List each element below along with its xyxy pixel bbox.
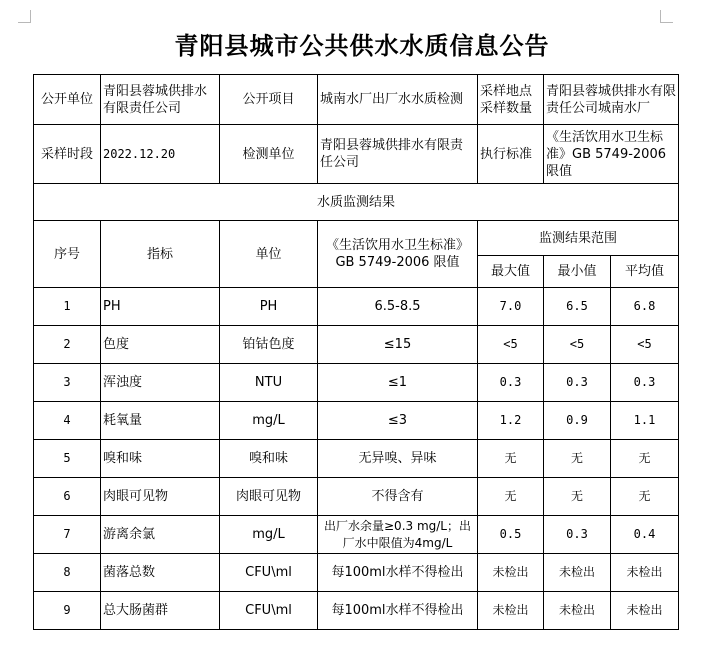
cell-unit: CFU\ml	[220, 592, 318, 630]
item-label: 公开项目	[220, 75, 318, 125]
cell-indicator: 色度	[101, 326, 220, 364]
header-no: 序号	[34, 221, 101, 288]
cell-limit: ≤15	[318, 326, 478, 364]
cell-indicator: PH	[101, 288, 220, 326]
cell-indicator: 肉眼可见物	[101, 478, 220, 516]
cell-unit: 嗅和味	[220, 440, 318, 478]
publisher-value: 青阳县蓉城供排水有限责任公司	[101, 75, 220, 125]
lab-label: 检测单位	[220, 125, 318, 184]
cell-indicator: 游离余氯	[101, 516, 220, 554]
header-max: 最大值	[478, 256, 544, 288]
header-indicator: 指标	[101, 221, 220, 288]
cell-unit: CFU\ml	[220, 554, 318, 592]
cell-max: 未检出	[478, 592, 544, 630]
page-corner-mark-right	[660, 10, 673, 23]
cell-avg: 未检出	[611, 554, 679, 592]
cell-min: 0.3	[544, 364, 611, 402]
cell-max: <5	[478, 326, 544, 364]
sample-place-label: 采样地点采样数量	[478, 75, 544, 125]
cell-min: 0.3	[544, 516, 611, 554]
cell-limit: 6.5-8.5	[318, 288, 478, 326]
cell-unit: 铂钴色度	[220, 326, 318, 364]
cell-no: 8	[34, 554, 101, 592]
cell-limit: 每100ml水样不得检出	[318, 554, 478, 592]
sample-time-label: 采样时段	[34, 125, 101, 184]
cell-limit: ≤1	[318, 364, 478, 402]
publisher-label: 公开单位	[34, 75, 101, 125]
cell-max: 1.2	[478, 402, 544, 440]
cell-unit: mg/L	[220, 402, 318, 440]
cell-indicator: 耗氧量	[101, 402, 220, 440]
cell-no: 5	[34, 440, 101, 478]
cell-max: 无	[478, 478, 544, 516]
page-corner-mark-left	[18, 10, 31, 23]
lab-value: 青阳县蓉城供排水有限责任公司	[318, 125, 478, 184]
header-unit: 单位	[220, 221, 318, 288]
table-row	[34, 364, 679, 402]
cell-min: <5	[544, 326, 611, 364]
cell-min: 6.5	[544, 288, 611, 326]
cell-avg: 0.3	[611, 364, 679, 402]
header-min: 最小值	[544, 256, 611, 288]
cell-max: 无	[478, 440, 544, 478]
cell-avg: 6.8	[611, 288, 679, 326]
table-row	[34, 592, 679, 630]
cell-no: 1	[34, 288, 101, 326]
sample-place-value: 青阳县蓉城供排水有限责任公司城南水厂	[544, 75, 679, 125]
cell-unit: NTU	[220, 364, 318, 402]
cell-no: 6	[34, 478, 101, 516]
cell-indicator: 浑浊度	[101, 364, 220, 402]
cell-avg: 0.4	[611, 516, 679, 554]
results-title-row	[34, 184, 679, 221]
cell-limit: 每100ml水样不得检出	[318, 592, 478, 630]
cell-indicator: 总大肠菌群	[101, 592, 220, 630]
table-row	[34, 478, 679, 516]
cell-no: 9	[34, 592, 101, 630]
standard-value: 《生活饮用水卫生标准》GB 5749-2006 限值	[544, 125, 679, 184]
item-value: 城南水厂出厂水水质检测	[318, 75, 478, 125]
header-range: 监测结果范围	[478, 221, 679, 256]
cell-avg: 无	[611, 440, 679, 478]
cell-max: 0.3	[478, 364, 544, 402]
cell-no: 3	[34, 364, 101, 402]
table-row	[34, 516, 679, 554]
cell-unit: PH	[220, 288, 318, 326]
cell-min: 无	[544, 478, 611, 516]
sample-time-value: 2022.12.20	[101, 125, 220, 184]
cell-unit: mg/L	[220, 516, 318, 554]
cell-limit: ≤3	[318, 402, 478, 440]
info-row-1	[34, 75, 679, 125]
cell-min: 无	[544, 440, 611, 478]
results-title: 水质监测结果	[34, 184, 679, 221]
table-row	[34, 402, 679, 440]
cell-avg: 未检出	[611, 592, 679, 630]
cell-no: 7	[34, 516, 101, 554]
cell-max: 未检出	[478, 554, 544, 592]
cell-min: 未检出	[544, 592, 611, 630]
cell-limit: 无异嗅、异味	[318, 440, 478, 478]
cell-min: 未检出	[544, 554, 611, 592]
cell-avg: <5	[611, 326, 679, 364]
cell-avg: 无	[611, 478, 679, 516]
header-row-1	[34, 221, 679, 256]
cell-no: 4	[34, 402, 101, 440]
cell-indicator: 菌落总数	[101, 554, 220, 592]
header-avg: 平均值	[611, 256, 679, 288]
cell-max: 0.5	[478, 516, 544, 554]
cell-no: 2	[34, 326, 101, 364]
table-row	[34, 326, 679, 364]
table-row	[34, 440, 679, 478]
cell-unit: 肉眼可见物	[220, 478, 318, 516]
standard-label: 执行标准	[478, 125, 544, 184]
cell-min: 0.9	[544, 402, 611, 440]
table-row	[34, 288, 679, 326]
cell-max: 7.0	[478, 288, 544, 326]
cell-avg: 1.1	[611, 402, 679, 440]
water-quality-table	[33, 74, 679, 630]
cell-limit: 不得含有	[318, 478, 478, 516]
cell-limit: 出厂水余量≥0.3 mg/L；出厂水中限值为4mg/L	[318, 516, 478, 554]
cell-indicator: 嗅和味	[101, 440, 220, 478]
info-row-2	[34, 125, 679, 184]
header-limit: 《生活饮用水卫生标准》GB 5749-2006 限值	[318, 221, 478, 288]
page-title: 青阳县城市公共供水水质信息公告	[174, 32, 550, 60]
table-row	[34, 554, 679, 592]
